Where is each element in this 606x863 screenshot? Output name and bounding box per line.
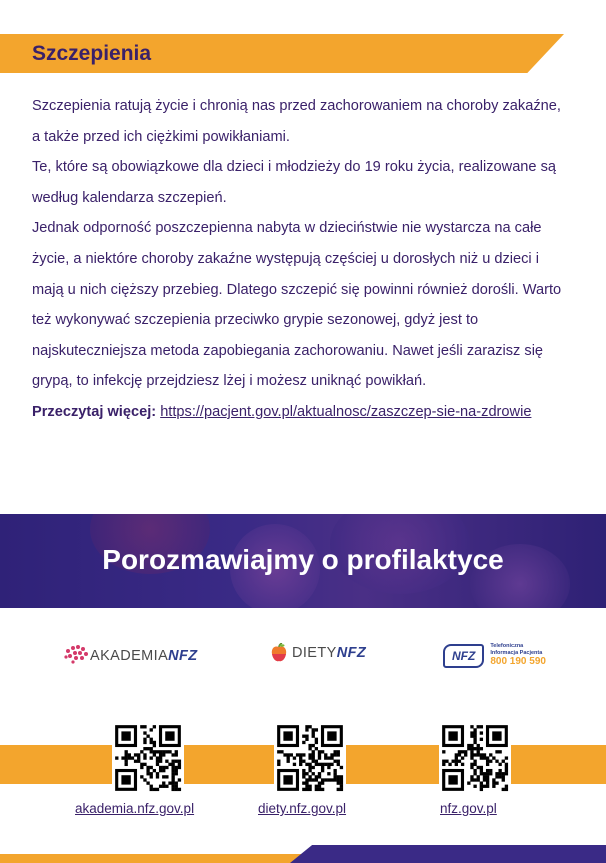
akademia-logo-text: AKADEMIANFZ <box>90 648 198 664</box>
read-more-link[interactable]: https://pacjent.gov.pl/aktualnosc/zaszczep-sie-na-zdrowie <box>160 403 532 420</box>
nfz-phone-number: 800 190 590 <box>490 656 546 667</box>
paragraph-3: Jednak odporność poszczepienna nabyta w dzieciństwie nie wystarcza na całe życie, a niektóre choroby zakaźne występują częściej u dorosłych niż u dzieci i mają u nich cięższy przebieg. Dlatego szczepić się powinni również dorośli. Warto też wykonywać szczepienia przeciwko grypie sezonowej, gdyż jest to najskuteczniejsza metoda zapobiegania zachorowaniu. Nawet jeśli zarazisz się grypą, to infekcję przejdziesz lżej i możesz uniknąć powikłań. <box>32 220 562 390</box>
qr-code-akademia[interactable] <box>112 722 184 799</box>
akademia-nfz-logo <box>62 643 198 669</box>
hero-title: Porozmawiajmy o profilaktyce <box>102 544 504 575</box>
link-nfz[interactable]: nfz.gov.pl <box>440 801 497 816</box>
paragraph-1: Szczepienia ratują życie i chronią nas przed zachorowaniem na choroby zakaźne, a także przed ich ciężkimi powikłaniami. <box>32 98 561 145</box>
hero-band <box>0 514 606 608</box>
nfz-info-line-1: Telefoniczna <box>490 643 524 649</box>
diety-logo-text: DIETYNFZ <box>292 645 367 661</box>
brain-icon <box>62 643 90 669</box>
section-title: Szczepienia <box>32 42 152 65</box>
nfz-mark: NFZ <box>443 644 484 668</box>
read-more <box>32 397 562 428</box>
nfz-info-line-2: Informacja Pacjenta <box>490 649 543 656</box>
diety-nfz-logo <box>270 643 366 663</box>
qr-code-nfz[interactable] <box>439 722 511 799</box>
footer-orange-bar <box>0 854 310 863</box>
footer-purple-bar <box>290 845 606 863</box>
link-akademia[interactable]: akademia.nfz.gov.pl <box>75 801 195 816</box>
read-more-label: Przeczytaj więcej: <box>32 403 157 420</box>
nfz-helpline-logo <box>443 643 546 668</box>
paragraph-2: Te, które są obowiązkowe dla dzieci i młodzieży do 19 roku życia, realizowane są według kalendarza szczepień. <box>32 159 557 206</box>
nfz-helpline-info <box>490 643 546 668</box>
apple-icon <box>270 643 288 663</box>
article-body <box>32 91 562 428</box>
link-diety[interactable]: diety.nfz.gov.pl <box>258 801 347 816</box>
qr-code-diety[interactable] <box>274 722 346 799</box>
